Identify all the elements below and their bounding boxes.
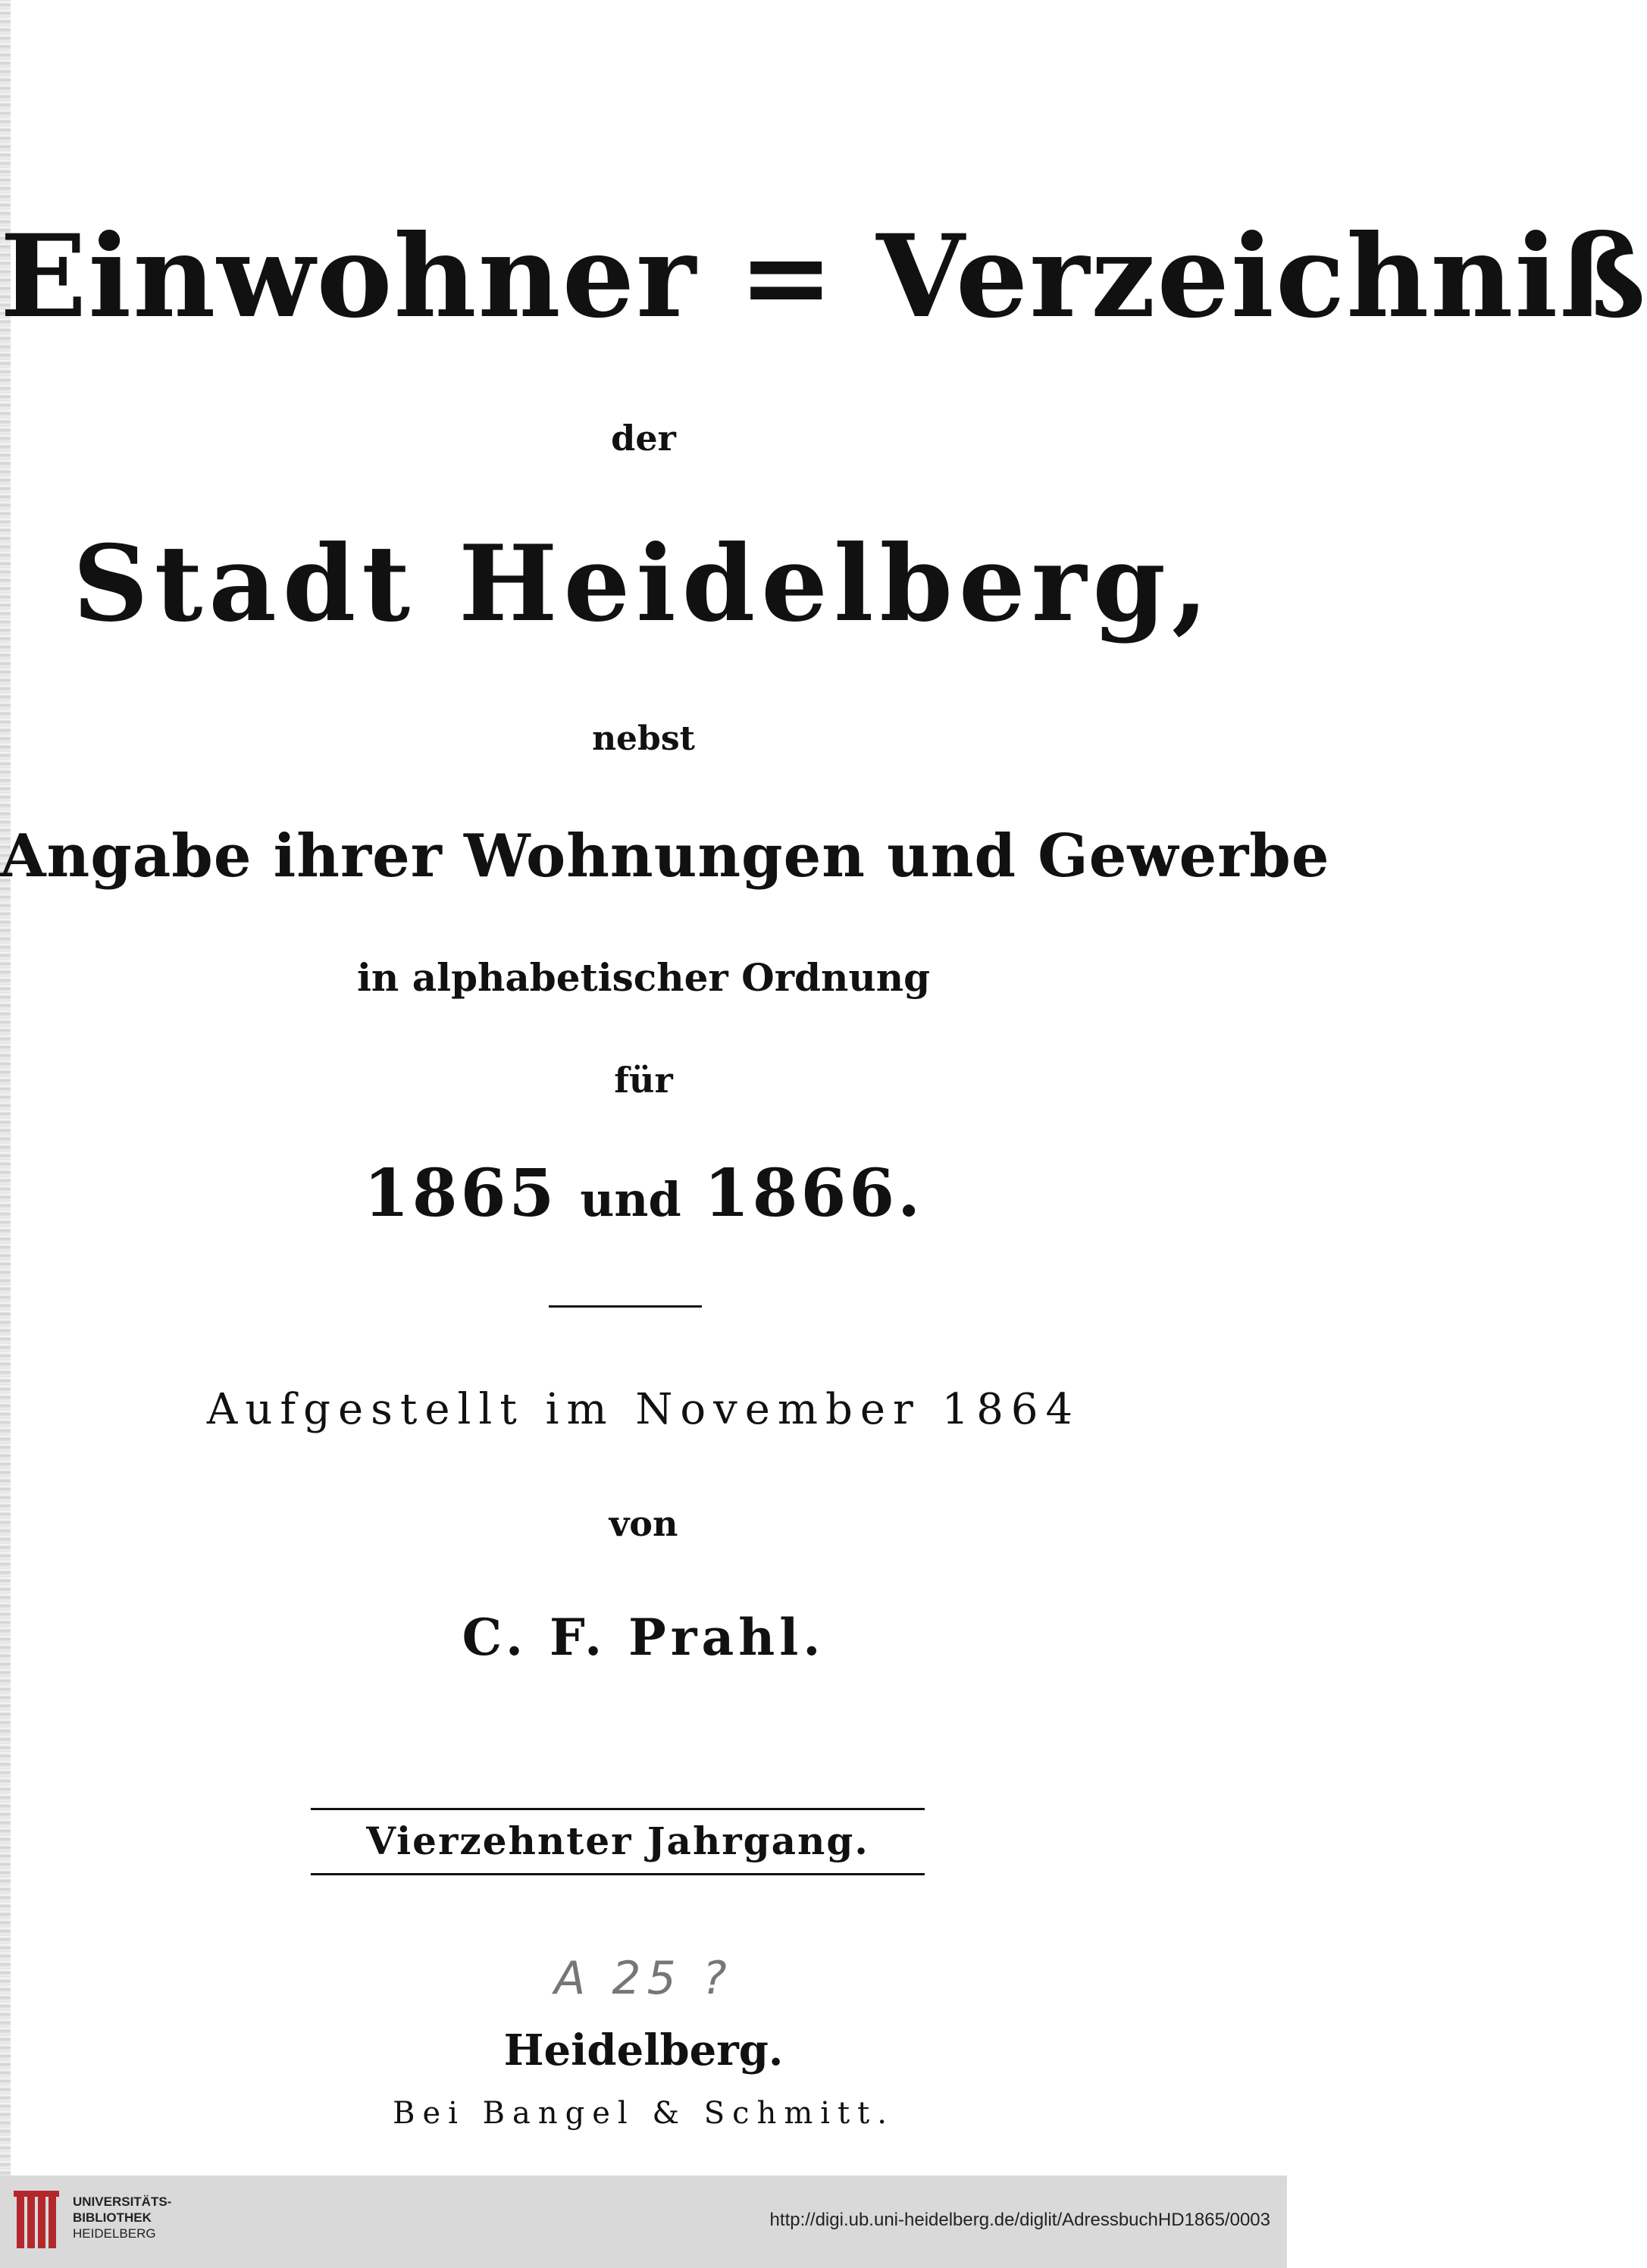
logo-line-3: HEIDELBERG — [73, 2226, 156, 2241]
subtitle: Angabe ihrer Wohnungen und Gewerbe — [0, 822, 1330, 891]
edition-rule-top — [311, 1808, 925, 1810]
divider-rule — [549, 1305, 702, 1308]
edition-text: Vierzehnter Jahrgang. — [366, 1818, 869, 1863]
article-der: der — [611, 418, 676, 459]
logo-line-1: UNIVERSITÄTS- — [73, 2194, 172, 2209]
compiled-date: Aufgestellt im November 1864 — [206, 1385, 1081, 1434]
edition-rule-bottom — [311, 1873, 925, 1875]
publisher: Bei Bangel & Schmitt. — [393, 2096, 894, 2131]
years-line — [0, 1152, 1287, 1242]
author-name: C. F. Prahl. — [462, 1608, 825, 1667]
footer-bar — [0, 2176, 1287, 2268]
page-title: Einwohner = Verzeichniß — [0, 210, 1647, 343]
imprint-city: Heidelberg. — [503, 2025, 784, 2075]
fuer-text: für — [614, 1060, 673, 1101]
order-text: in alphabetischer Ordnung — [356, 955, 931, 1000]
year-start: 1865 — [363, 1155, 558, 1232]
library-logo-text[interactable] — [73, 2194, 171, 2241]
library-logo-icon[interactable] — [14, 2191, 67, 2253]
edition-box — [311, 1808, 925, 1876]
year-end: 1866. — [703, 1155, 924, 1232]
logo-line-2: BIBLIOTHEK — [73, 2210, 152, 2225]
city-name: Stadt Heidelberg, — [73, 522, 1214, 645]
permalink-url[interactable]: http://digi.ub.uni-heidelberg.de/diglit/AdressbuchHD1865/0003 — [769, 2210, 1270, 2230]
year-conjunction: und — [580, 1172, 681, 1227]
handwritten-shelfmark: A 25 ? — [554, 1952, 733, 2005]
nebst-text: nebst — [592, 719, 695, 758]
von-text: von — [609, 1503, 678, 1544]
